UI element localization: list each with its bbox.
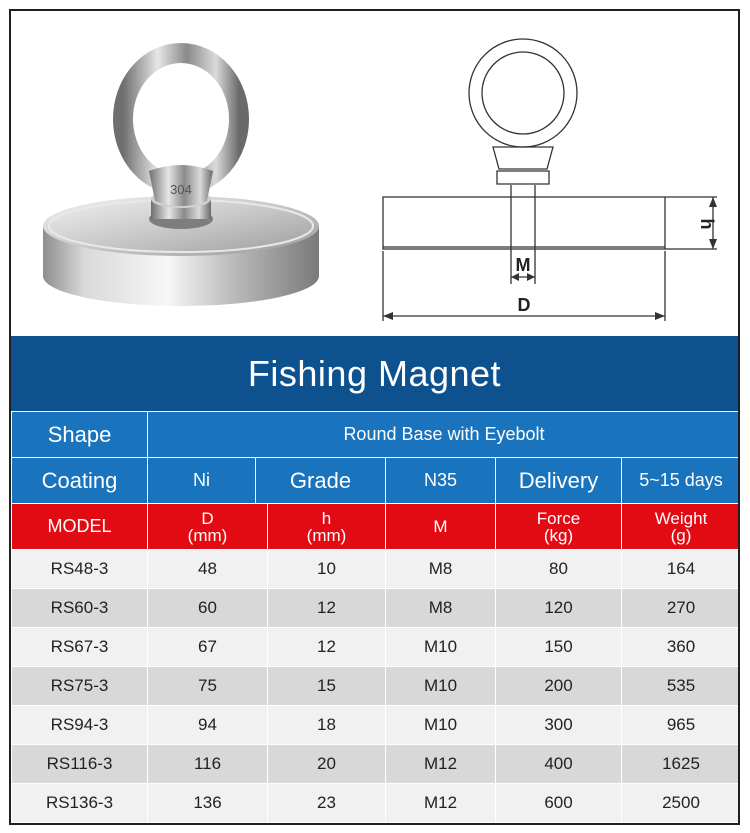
cell-h: 18	[268, 706, 386, 745]
cell-model: RS136-3	[12, 784, 148, 823]
cell-model: RS60-3	[12, 589, 148, 628]
header-d-unit: (mm)	[187, 525, 228, 545]
cell-m: M10	[386, 667, 496, 706]
cell-d: 48	[148, 550, 268, 589]
cell-weight: 270	[622, 589, 741, 628]
table-row	[12, 667, 741, 706]
cell-force: 80	[496, 550, 622, 589]
cell-d: 75	[148, 667, 268, 706]
cell-model: RS94-3	[12, 706, 148, 745]
cell-m: M12	[386, 784, 496, 823]
shape-label: Shape	[12, 412, 148, 458]
cell-h: 23	[268, 784, 386, 823]
cell-force: 120	[496, 589, 622, 628]
cell-weight: 360	[622, 628, 741, 667]
header-force-unit: (kg)	[543, 525, 574, 545]
spec-sheet	[9, 9, 740, 825]
header-force-label: Force	[536, 508, 581, 528]
delivery-value: 5~15 days	[622, 458, 741, 504]
dimension-drawing	[361, 29, 731, 329]
cell-m: M10	[386, 628, 496, 667]
dim-h-label: h	[697, 218, 717, 230]
cell-force: 150	[496, 628, 622, 667]
table-row	[12, 628, 741, 667]
cell-force: 400	[496, 745, 622, 784]
grade-value: N35	[386, 458, 496, 504]
table-row	[12, 550, 741, 589]
cell-d: 67	[148, 628, 268, 667]
cell-h: 10	[268, 550, 386, 589]
cell-h: 12	[268, 589, 386, 628]
cell-d: 94	[148, 706, 268, 745]
header-weight-label: Weight	[654, 508, 708, 528]
dim-m-label: M	[515, 255, 531, 275]
magnet-photo	[31, 31, 351, 321]
cell-m: M8	[386, 589, 496, 628]
cell-weight: 1625	[622, 745, 741, 784]
shape-row	[12, 412, 741, 458]
cell-d: 136	[148, 784, 268, 823]
grade-label: Grade	[256, 458, 386, 504]
cell-model: RS116-3	[12, 745, 148, 784]
header-d-label: D	[201, 508, 214, 528]
cell-model: RS48-3	[12, 550, 148, 589]
header-h	[268, 504, 386, 550]
header-weight	[622, 504, 741, 550]
table-row	[12, 745, 741, 784]
cell-d: 60	[148, 589, 268, 628]
spec-table	[11, 411, 740, 823]
coating-label: Coating	[12, 458, 148, 504]
eyebolt-mark: 304	[170, 182, 192, 197]
header-h-unit: (mm)	[306, 525, 347, 545]
table-row	[12, 706, 741, 745]
header-row	[12, 504, 741, 550]
table-row	[12, 589, 741, 628]
cell-h: 15	[268, 667, 386, 706]
cell-force: 300	[496, 706, 622, 745]
table-row	[12, 784, 741, 823]
cell-m: M12	[386, 745, 496, 784]
cell-force: 600	[496, 784, 622, 823]
cell-h: 12	[268, 628, 386, 667]
cell-h: 20	[268, 745, 386, 784]
header-model: MODEL	[12, 504, 148, 550]
cell-weight: 164	[622, 550, 741, 589]
header-h-label: h	[321, 508, 332, 528]
cell-weight: 965	[622, 706, 741, 745]
header-force	[496, 504, 622, 550]
cell-force: 200	[496, 667, 622, 706]
cell-m: M10	[386, 706, 496, 745]
cell-model: RS67-3	[12, 628, 148, 667]
header-weight-unit: (g)	[670, 525, 692, 545]
cell-m: M8	[386, 550, 496, 589]
page-title: Fishing Magnet	[11, 336, 738, 411]
delivery-label: Delivery	[496, 458, 622, 504]
header-m: M	[386, 504, 496, 550]
cell-model: RS75-3	[12, 667, 148, 706]
cell-weight: 2500	[622, 784, 741, 823]
cell-d: 116	[148, 745, 268, 784]
shape-value: Round Base with Eyebolt	[148, 412, 741, 458]
coating-row	[12, 458, 741, 504]
coating-value: Ni	[148, 458, 256, 504]
dim-d-label: D	[517, 295, 531, 315]
header-d	[148, 504, 268, 550]
cell-weight: 535	[622, 667, 741, 706]
